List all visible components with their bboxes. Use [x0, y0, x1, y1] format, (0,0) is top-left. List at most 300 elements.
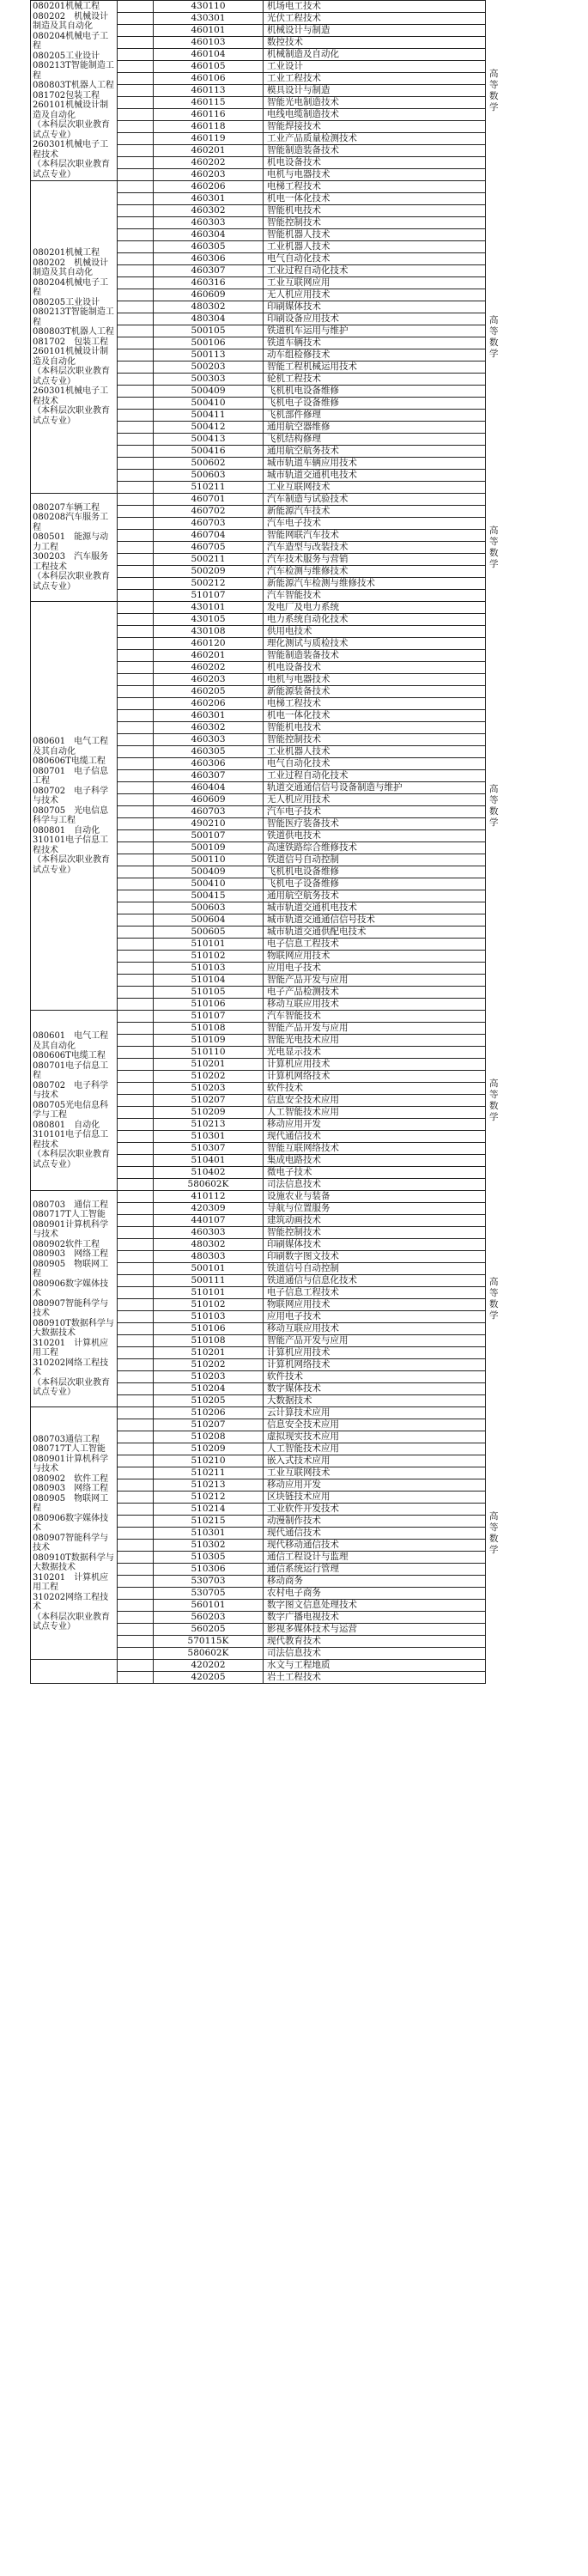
blank-cell	[118, 758, 154, 770]
table-row: 080201机械工程 080202 机械设计制造及其自动化 080204机械电子工程 080205工业设计 080213T智能制造工程 080803T机器人工程 081702包装工程 260101机械设计制造及自动化 （本科层次职业教育试点专业） 260301机械电子工程技术 （本科层次职业教育试点专业） 430110 机场电工技术 高等数学	[31, 1, 486, 13]
vocational-code-cell: 500101	[154, 1263, 264, 1275]
vocational-code-cell: 460702	[154, 506, 264, 518]
vocational-code-cell: 510307	[154, 1143, 264, 1155]
vocational-name-cell: 通信工程设计与监理	[264, 1552, 486, 1564]
blank-cell	[118, 13, 154, 25]
vocational-name-cell: 汽车技术服务与营销	[264, 554, 486, 566]
undergrad-majors-cell: 080601 电气工程及其自动化 080606T电缆工程 080701电子信息工程 080702 电子科学与技术 080705光电信息科学与工程 080801 自动化 310101电子信息工程技术 （本科层次职业教育试点专业）	[31, 1011, 118, 1191]
vocational-code-cell: 430110	[154, 1, 264, 13]
blank-cell	[118, 1179, 154, 1191]
vocational-name-cell: 模具设计与制造	[264, 85, 486, 97]
vocational-code-cell: 460302	[154, 205, 264, 217]
blank-cell	[118, 349, 154, 361]
vocational-code-cell: 530705	[154, 1588, 264, 1600]
vocational-code-cell: 460301	[154, 193, 264, 205]
blank-cell	[118, 662, 154, 674]
vocational-name-cell: 软件技术	[264, 1371, 486, 1383]
vocational-code-cell: 460120	[154, 638, 264, 650]
blank-cell	[118, 1119, 154, 1131]
vocational-code-cell: 430101	[154, 602, 264, 614]
blank-cell	[118, 1215, 154, 1227]
vocational-code-cell: 500111	[154, 1275, 264, 1287]
vocational-name-cell: 区块链技术应用	[264, 1492, 486, 1504]
blank-cell	[118, 734, 154, 746]
vocational-code-cell: 510302	[154, 1540, 264, 1552]
vocational-code-cell: 510102	[154, 951, 264, 963]
vocational-name-cell: 现代通信技术	[264, 1528, 486, 1540]
blank-cell	[118, 1107, 154, 1119]
vocational-code-cell: 510210	[154, 1455, 264, 1467]
vocational-code-cell: 460118	[154, 121, 264, 133]
vocational-code-cell: 510101	[154, 939, 264, 951]
vocational-code-cell: 460302	[154, 722, 264, 734]
vocational-code-cell: 460404	[154, 782, 264, 794]
vocational-name-cell: 工业过程自动化技术	[264, 265, 486, 277]
blank-cell	[118, 470, 154, 482]
blank-cell	[118, 121, 154, 133]
vocational-name-cell: 铁道机车运用与维护	[264, 325, 486, 337]
vocational-name-cell: 智能机电技术	[264, 722, 486, 734]
vocational-code-cell: 510205	[154, 1395, 264, 1407]
vocational-name-cell: 汽车智能技术	[264, 590, 486, 602]
vocational-code-cell: 480303	[154, 1251, 264, 1263]
vocational-code-cell: 500602	[154, 458, 264, 470]
vocational-name-cell: 微电子技术	[264, 1167, 486, 1179]
vocational-name-cell: 铁道供电技术	[264, 830, 486, 842]
vocational-name-cell: 机场电工技术	[264, 1, 486, 13]
blank-cell	[118, 590, 154, 602]
vocational-name-cell: 无人机应用技术	[264, 794, 486, 806]
vocational-name-cell: 供用电技术	[264, 626, 486, 638]
blank-cell	[118, 1504, 154, 1516]
vocational-code-cell: 510207	[154, 1419, 264, 1431]
vocational-name-cell: 城市轨道交通机电技术	[264, 902, 486, 914]
blank-cell	[118, 1648, 154, 1660]
blank-cell	[118, 1035, 154, 1047]
blank-cell	[118, 410, 154, 422]
blank-cell	[118, 482, 154, 494]
vocational-code-cell: 510104	[154, 975, 264, 987]
vocational-name-cell: 智能焊接技术	[264, 121, 486, 133]
blank-cell	[118, 25, 154, 37]
vocational-code-cell: 460703	[154, 806, 264, 818]
vocational-name-cell: 电梯工程技术	[264, 698, 486, 710]
vocational-name-cell: 印刷媒体技术	[264, 1239, 486, 1251]
vocational-code-cell: 500411	[154, 410, 264, 422]
blank-cell	[118, 37, 154, 49]
table-row: 080703通信工程 080717T人工智能 080901计算机科学与技术 080902 软件工程 080903 网络工程 080905 物联网工程 080906数字媒体技术 080907智能科学与技术 080910T数据科学与大数据技术 310201 计算机应用工程 310202网络工程技术 （本科层次职业教育试点专业） 510206 云计算技术应用 高等数学	[31, 1407, 486, 1419]
vocational-name-cell: 水文与工程地质	[264, 1660, 486, 1672]
vocational-code-cell: 410112	[154, 1191, 264, 1203]
vocational-code-cell: 500203	[154, 361, 264, 374]
table-row: 080601 电气工程及其自动化 080606T电缆工程 080701电子信息工程 080702 电子科学与技术 080705光电信息科学与工程 080801 自动化 310101电子信息工程技术 （本科层次职业教育试点专业） 510107 汽车智能技术 高等数学	[31, 1011, 486, 1023]
vocational-code-cell: 510211	[154, 482, 264, 494]
vocational-code-cell: 570115K	[154, 1636, 264, 1648]
vocational-code-cell: 510101	[154, 1287, 264, 1299]
vocational-name-cell: 计算机应用技术	[264, 1059, 486, 1071]
vocational-name-cell: 新能源汽车技术	[264, 506, 486, 518]
vocational-code-cell: 500110	[154, 854, 264, 866]
vocational-code-cell: 430105	[154, 614, 264, 626]
vocational-code-cell: 510203	[154, 1083, 264, 1095]
vocational-code-cell: 510103	[154, 1311, 264, 1323]
blank-cell	[118, 1600, 154, 1612]
vocational-code-cell: 460306	[154, 253, 264, 265]
vocational-code-cell: 510109	[154, 1035, 264, 1047]
vocational-code-cell: 510215	[154, 1516, 264, 1528]
blank-cell	[118, 1263, 154, 1275]
blank-cell	[118, 1275, 154, 1287]
vocational-code-cell: 460701	[154, 494, 264, 506]
blank-cell	[118, 722, 154, 734]
blank-cell	[118, 1191, 154, 1203]
blank-cell	[118, 1455, 154, 1467]
table-row: 080601 电气工程及其自动化 080606T电缆工程 080701 电子信息工程 080702 电子科学与技术 080705 光电信息科学与工程 080801 自动化 310101电子信息工程技术 （本科层次职业教育试点专业） 430101 发电厂及电力系统 高等数学	[31, 602, 486, 614]
vocational-name-cell: 电力系统自动化技术	[264, 614, 486, 626]
vocational-name-cell: 飞机部件修理	[264, 410, 486, 422]
blank-cell	[118, 1167, 154, 1179]
blank-cell	[118, 530, 154, 542]
vocational-name-cell: 人工智能技术应用	[264, 1443, 486, 1455]
vocational-code-cell: 510105	[154, 987, 264, 999]
vocational-name-cell: 电子产品检测技术	[264, 987, 486, 999]
vocational-name-cell: 新能源装备技术	[264, 686, 486, 698]
blank-cell	[118, 975, 154, 987]
blank-cell	[118, 1287, 154, 1299]
vocational-code-cell: 460609	[154, 289, 264, 301]
vocational-name-cell: 现代教育技术	[264, 1636, 486, 1648]
vocational-code-cell: 500113	[154, 349, 264, 361]
blank-cell	[118, 794, 154, 806]
blank-cell	[118, 289, 154, 301]
blank-cell	[118, 1071, 154, 1083]
blank-cell	[118, 1311, 154, 1323]
vocational-code-cell: 460119	[154, 133, 264, 145]
blank-cell	[118, 313, 154, 325]
blank-cell	[118, 1083, 154, 1095]
vocational-name-cell: 岩土工程技术	[264, 1672, 486, 1684]
blank-cell	[118, 1023, 154, 1035]
blank-cell	[118, 506, 154, 518]
vocational-name-cell: 城市轨道交通机电技术	[264, 470, 486, 482]
vocational-name-cell: 光伏工程技术	[264, 13, 486, 25]
vocational-code-cell: 480304	[154, 313, 264, 325]
vocational-name-cell: 通用航空航务技术	[264, 446, 486, 458]
table-body	[31, 1, 499, 1684]
vocational-name-cell: 工业互联网技术	[264, 482, 486, 494]
blank-cell	[118, 61, 154, 73]
blank-cell	[118, 1624, 154, 1636]
vocational-code-cell: 500106	[154, 337, 264, 349]
vocational-code-cell: 460703	[154, 518, 264, 530]
vocational-code-cell: 460115	[154, 97, 264, 109]
vocational-name-cell: 机电设备技术	[264, 157, 486, 169]
vocational-code-cell: 460303	[154, 734, 264, 746]
blank-cell	[118, 987, 154, 999]
vocational-name-cell: 发电厂及电力系统	[264, 602, 486, 614]
vocational-name-cell: 汽车电子技术	[264, 806, 486, 818]
blank-cell	[118, 337, 154, 349]
vocational-name-cell: 无人机应用技术	[264, 289, 486, 301]
vocational-code-cell: 500107	[154, 830, 264, 842]
vocational-code-cell: 510402	[154, 1167, 264, 1179]
vocational-code-cell: 460307	[154, 265, 264, 277]
blank-cell	[118, 1540, 154, 1552]
vocational-name-cell: 电子信息工程技术	[264, 939, 486, 951]
undergrad-majors-cell: 080601 电气工程及其自动化 080606T电缆工程 080701 电子信息工程 080702 电子科学与技术 080705 光电信息科学与工程 080801 自动化 310101电子信息工程技术 （本科层次职业教育试点专业）	[31, 602, 118, 1011]
vocational-name-cell: 智能产品开发与应用	[264, 1335, 486, 1347]
blank-cell	[118, 253, 154, 265]
vocational-name-cell: 智能医疗装备技术	[264, 818, 486, 830]
vocational-name-cell: 建筑动画技术	[264, 1215, 486, 1227]
vocational-name-cell: 轨道交通通信信号设备制造与维护	[264, 782, 486, 794]
blank-cell	[118, 109, 154, 121]
vocational-code-cell: 510203	[154, 1371, 264, 1383]
blank-cell	[118, 157, 154, 169]
vocational-name-cell: 移动应用开发	[264, 1479, 486, 1492]
blank-cell	[118, 830, 154, 842]
blank-cell	[118, 602, 154, 614]
vocational-name-cell: 信息安全技术应用	[264, 1095, 486, 1107]
vocational-code-cell: 510213	[154, 1479, 264, 1492]
blank-cell	[118, 866, 154, 878]
blank-cell	[118, 1660, 154, 1672]
vocational-name-cell: 智能光电制造技术	[264, 97, 486, 109]
vocational-code-cell: 460305	[154, 241, 264, 253]
vocational-code-cell: 460116	[154, 109, 264, 121]
vocational-code-cell: 460105	[154, 61, 264, 73]
undergrad-majors-cell: 080201机械工程 080202 机械设计制造及其自动化 080204机械电子工程 080205工业设计 080213T智能制造工程 080803T机器人工程 081702 包装工程 260101机械设计制造及自动化 （本科层次职业教育试点专业） 260301机械电子工程技术 （本科层次职业教育试点专业）	[31, 181, 118, 494]
vocational-code-cell: 530703	[154, 1576, 264, 1588]
vocational-name-cell: 农村电子商务	[264, 1588, 486, 1600]
blank-cell	[118, 818, 154, 830]
vocational-code-cell: 510108	[154, 1023, 264, 1035]
blank-cell	[118, 265, 154, 277]
vocational-name-cell: 智能产品开发与应用	[264, 1023, 486, 1035]
vocational-code-cell: 510202	[154, 1071, 264, 1083]
vocational-code-cell: 510301	[154, 1131, 264, 1143]
vocational-code-cell: 510201	[154, 1347, 264, 1359]
blank-cell	[118, 626, 154, 638]
vocational-name-cell: 智能制造装备技术	[264, 650, 486, 662]
vocational-code-cell: 460705	[154, 542, 264, 554]
undergrad-majors-cell: 080201机械工程 080202 机械设计制造及其自动化 080204机械电子工程 080205工业设计 080213T智能制造工程 080803T机器人工程 081702包装工程 260101机械设计制造及自动化 （本科层次职业教育试点专业） 260301机械电子工程技术 （本科层次职业教育试点专业）	[31, 1, 118, 181]
vocational-code-cell: 500605	[154, 927, 264, 939]
blank-cell	[118, 386, 154, 398]
vocational-name-cell: 移动商务	[264, 1576, 486, 1588]
undergrad-majors-cell	[31, 1660, 118, 1684]
vocational-code-cell: 500409	[154, 386, 264, 398]
blank-cell	[118, 398, 154, 410]
blank-cell	[118, 806, 154, 818]
blank-cell	[118, 1576, 154, 1588]
blank-cell	[118, 133, 154, 145]
vocational-code-cell: 510108	[154, 1335, 264, 1347]
vocational-name-cell: 司法信息技术	[264, 1179, 486, 1191]
blank-cell	[118, 85, 154, 97]
vocational-code-cell: 420309	[154, 1203, 264, 1215]
blank-cell	[118, 145, 154, 157]
blank-cell	[118, 578, 154, 590]
blank-cell	[118, 1612, 154, 1624]
blank-cell	[118, 1516, 154, 1528]
blank-cell	[118, 1431, 154, 1443]
blank-cell	[118, 181, 154, 193]
blank-cell	[118, 842, 154, 854]
vocational-name-cell: 智能控制技术	[264, 217, 486, 229]
blank-cell	[118, 1588, 154, 1600]
blank-cell	[118, 902, 154, 914]
blank-cell	[118, 49, 154, 61]
blank-cell	[118, 97, 154, 109]
vocational-name-cell: 动车组检修技术	[264, 349, 486, 361]
vocational-code-cell: 500413	[154, 434, 264, 446]
vocational-code-cell: 460304	[154, 229, 264, 241]
blank-cell	[118, 614, 154, 626]
vocational-code-cell: 460303	[154, 1227, 264, 1239]
vocational-name-cell: 电机与电器技术	[264, 674, 486, 686]
vocational-name-cell: 智能产品开发与应用	[264, 975, 486, 987]
blank-cell	[118, 1, 154, 13]
vocational-code-cell: 480302	[154, 1239, 264, 1251]
vocational-code-cell: 460104	[154, 49, 264, 61]
vocational-name-cell: 影视多媒体技术与运营	[264, 1624, 486, 1636]
vocational-code-cell: 510206	[154, 1407, 264, 1419]
vocational-code-cell: 510202	[154, 1359, 264, 1371]
vocational-code-cell: 480302	[154, 301, 264, 313]
vocational-name-cell: 电梯工程技术	[264, 181, 486, 193]
vocational-name-cell: 飞机机电设备维修	[264, 386, 486, 398]
vocational-name-cell: 工业工程技术	[264, 73, 486, 85]
blank-cell	[118, 494, 154, 506]
blank-cell	[118, 1636, 154, 1648]
vocational-code-cell: 460305	[154, 746, 264, 758]
blank-cell	[118, 1143, 154, 1155]
vocational-code-cell: 460201	[154, 650, 264, 662]
vocational-name-cell: 应用电子技术	[264, 963, 486, 975]
vocational-code-cell: 500303	[154, 374, 264, 386]
vocational-code-cell: 460206	[154, 181, 264, 193]
blank-cell	[118, 1059, 154, 1071]
vocational-name-cell: 智能机器人技术	[264, 229, 486, 241]
blank-cell	[118, 650, 154, 662]
blank-cell	[118, 325, 154, 337]
vocational-name-cell: 智能制造装备技术	[264, 145, 486, 157]
vocational-name-cell: 印刷设备应用技术	[264, 313, 486, 325]
vocational-code-cell: 420205	[154, 1672, 264, 1684]
vocational-code-cell: 510204	[154, 1383, 264, 1395]
vocational-code-cell: 460316	[154, 277, 264, 289]
vocational-name-cell: 信息安全技术应用	[264, 1419, 486, 1431]
blank-cell	[118, 939, 154, 951]
vocational-code-cell: 510106	[154, 1323, 264, 1335]
vocational-name-cell: 新能源汽车检测与维修技术	[264, 578, 486, 590]
blank-cell	[118, 518, 154, 530]
blank-cell	[118, 1395, 154, 1407]
blank-cell	[118, 746, 154, 758]
blank-cell	[118, 1407, 154, 1419]
blank-cell	[118, 698, 154, 710]
vocational-name-cell: 工业过程自动化技术	[264, 770, 486, 782]
vocational-code-cell: 510214	[154, 1504, 264, 1516]
blank-cell	[118, 1359, 154, 1371]
vocational-code-cell: 510201	[154, 1059, 264, 1071]
vocational-code-cell: 500212	[154, 578, 264, 590]
blank-cell	[118, 374, 154, 386]
vocational-name-cell: 虚拟现实技术应用	[264, 1431, 486, 1443]
vocational-code-cell: 510209	[154, 1443, 264, 1455]
blank-cell	[118, 951, 154, 963]
blank-cell	[118, 458, 154, 470]
vocational-name-cell: 现代通信技术	[264, 1131, 486, 1143]
blank-cell	[118, 1528, 154, 1540]
vocational-name-cell: 工业机器人技术	[264, 241, 486, 253]
blank-cell	[118, 854, 154, 866]
vocational-code-cell: 560101	[154, 1600, 264, 1612]
vocational-code-cell: 490210	[154, 818, 264, 830]
blank-cell	[118, 566, 154, 578]
vocational-name-cell: 嵌入式技术应用	[264, 1455, 486, 1467]
vocational-name-cell: 智能光电技术应用	[264, 1035, 486, 1047]
vocational-code-cell: 510208	[154, 1431, 264, 1443]
blank-cell	[118, 1371, 154, 1383]
vocational-name-cell: 智能控制技术	[264, 734, 486, 746]
vocational-code-cell: 460303	[154, 217, 264, 229]
vocational-name-cell: 高速铁路综合维修技术	[264, 842, 486, 854]
vocational-name-cell: 光电显示技术	[264, 1047, 486, 1059]
table-row: 080207车辆工程 080208汽车服务工程 080501 能源与动力工程 300203 汽车服务工程技术 （本科层次职业教育试点专业） 460701 汽车制造与试验技术 高等数学	[31, 494, 486, 506]
blank-cell	[118, 1011, 154, 1023]
vocational-name-cell: 城市轨道交通供配电技术	[264, 927, 486, 939]
vocational-name-cell: 云计算技术应用	[264, 1407, 486, 1419]
vocational-name-cell: 软件技术	[264, 1083, 486, 1095]
vocational-name-cell: 汽车造型与改装技术	[264, 542, 486, 554]
blank-cell	[118, 914, 154, 927]
vocational-name-cell: 城市轨道交通通信信号技术	[264, 914, 486, 927]
vocational-name-cell: 工业互联网应用	[264, 277, 486, 289]
vocational-name-cell: 设施农业与装备	[264, 1191, 486, 1203]
vocational-code-cell: 510103	[154, 963, 264, 975]
vocational-code-cell: 510306	[154, 1564, 264, 1576]
vocational-name-cell: 集成电路技术	[264, 1155, 486, 1167]
vocational-name-cell: 飞机结构修理	[264, 434, 486, 446]
blank-cell	[118, 301, 154, 313]
vocational-code-cell: 460609	[154, 794, 264, 806]
blank-cell	[118, 1347, 154, 1359]
vocational-name-cell: 数控技术	[264, 37, 486, 49]
vocational-name-cell: 电气自动化技术	[264, 758, 486, 770]
vocational-code-cell: 460301	[154, 710, 264, 722]
vocational-code-cell: 420202	[154, 1660, 264, 1672]
blank-cell	[118, 1047, 154, 1059]
vocational-code-cell: 510213	[154, 1119, 264, 1131]
vocational-code-cell: 510110	[154, 1047, 264, 1059]
vocational-code-cell: 500603	[154, 902, 264, 914]
blank-cell	[118, 542, 154, 554]
vocational-name-cell: 现代移动通信技术	[264, 1540, 486, 1552]
vocational-name-cell: 通用航空器维修	[264, 422, 486, 434]
vocational-code-cell: 430108	[154, 626, 264, 638]
vocational-name-cell: 移动互联应用技术	[264, 999, 486, 1011]
vocational-name-cell: 机械设计与制造	[264, 25, 486, 37]
blank-cell	[118, 1251, 154, 1263]
blank-cell	[118, 1203, 154, 1215]
vocational-name-cell: 汽车检测与维修技术	[264, 566, 486, 578]
vocational-name-cell: 数字广播电视技术	[264, 1612, 486, 1624]
vocational-name-cell: 汽车电子技术	[264, 518, 486, 530]
vocational-name-cell: 飞机电子设备维修	[264, 878, 486, 890]
blank-cell	[118, 770, 154, 782]
